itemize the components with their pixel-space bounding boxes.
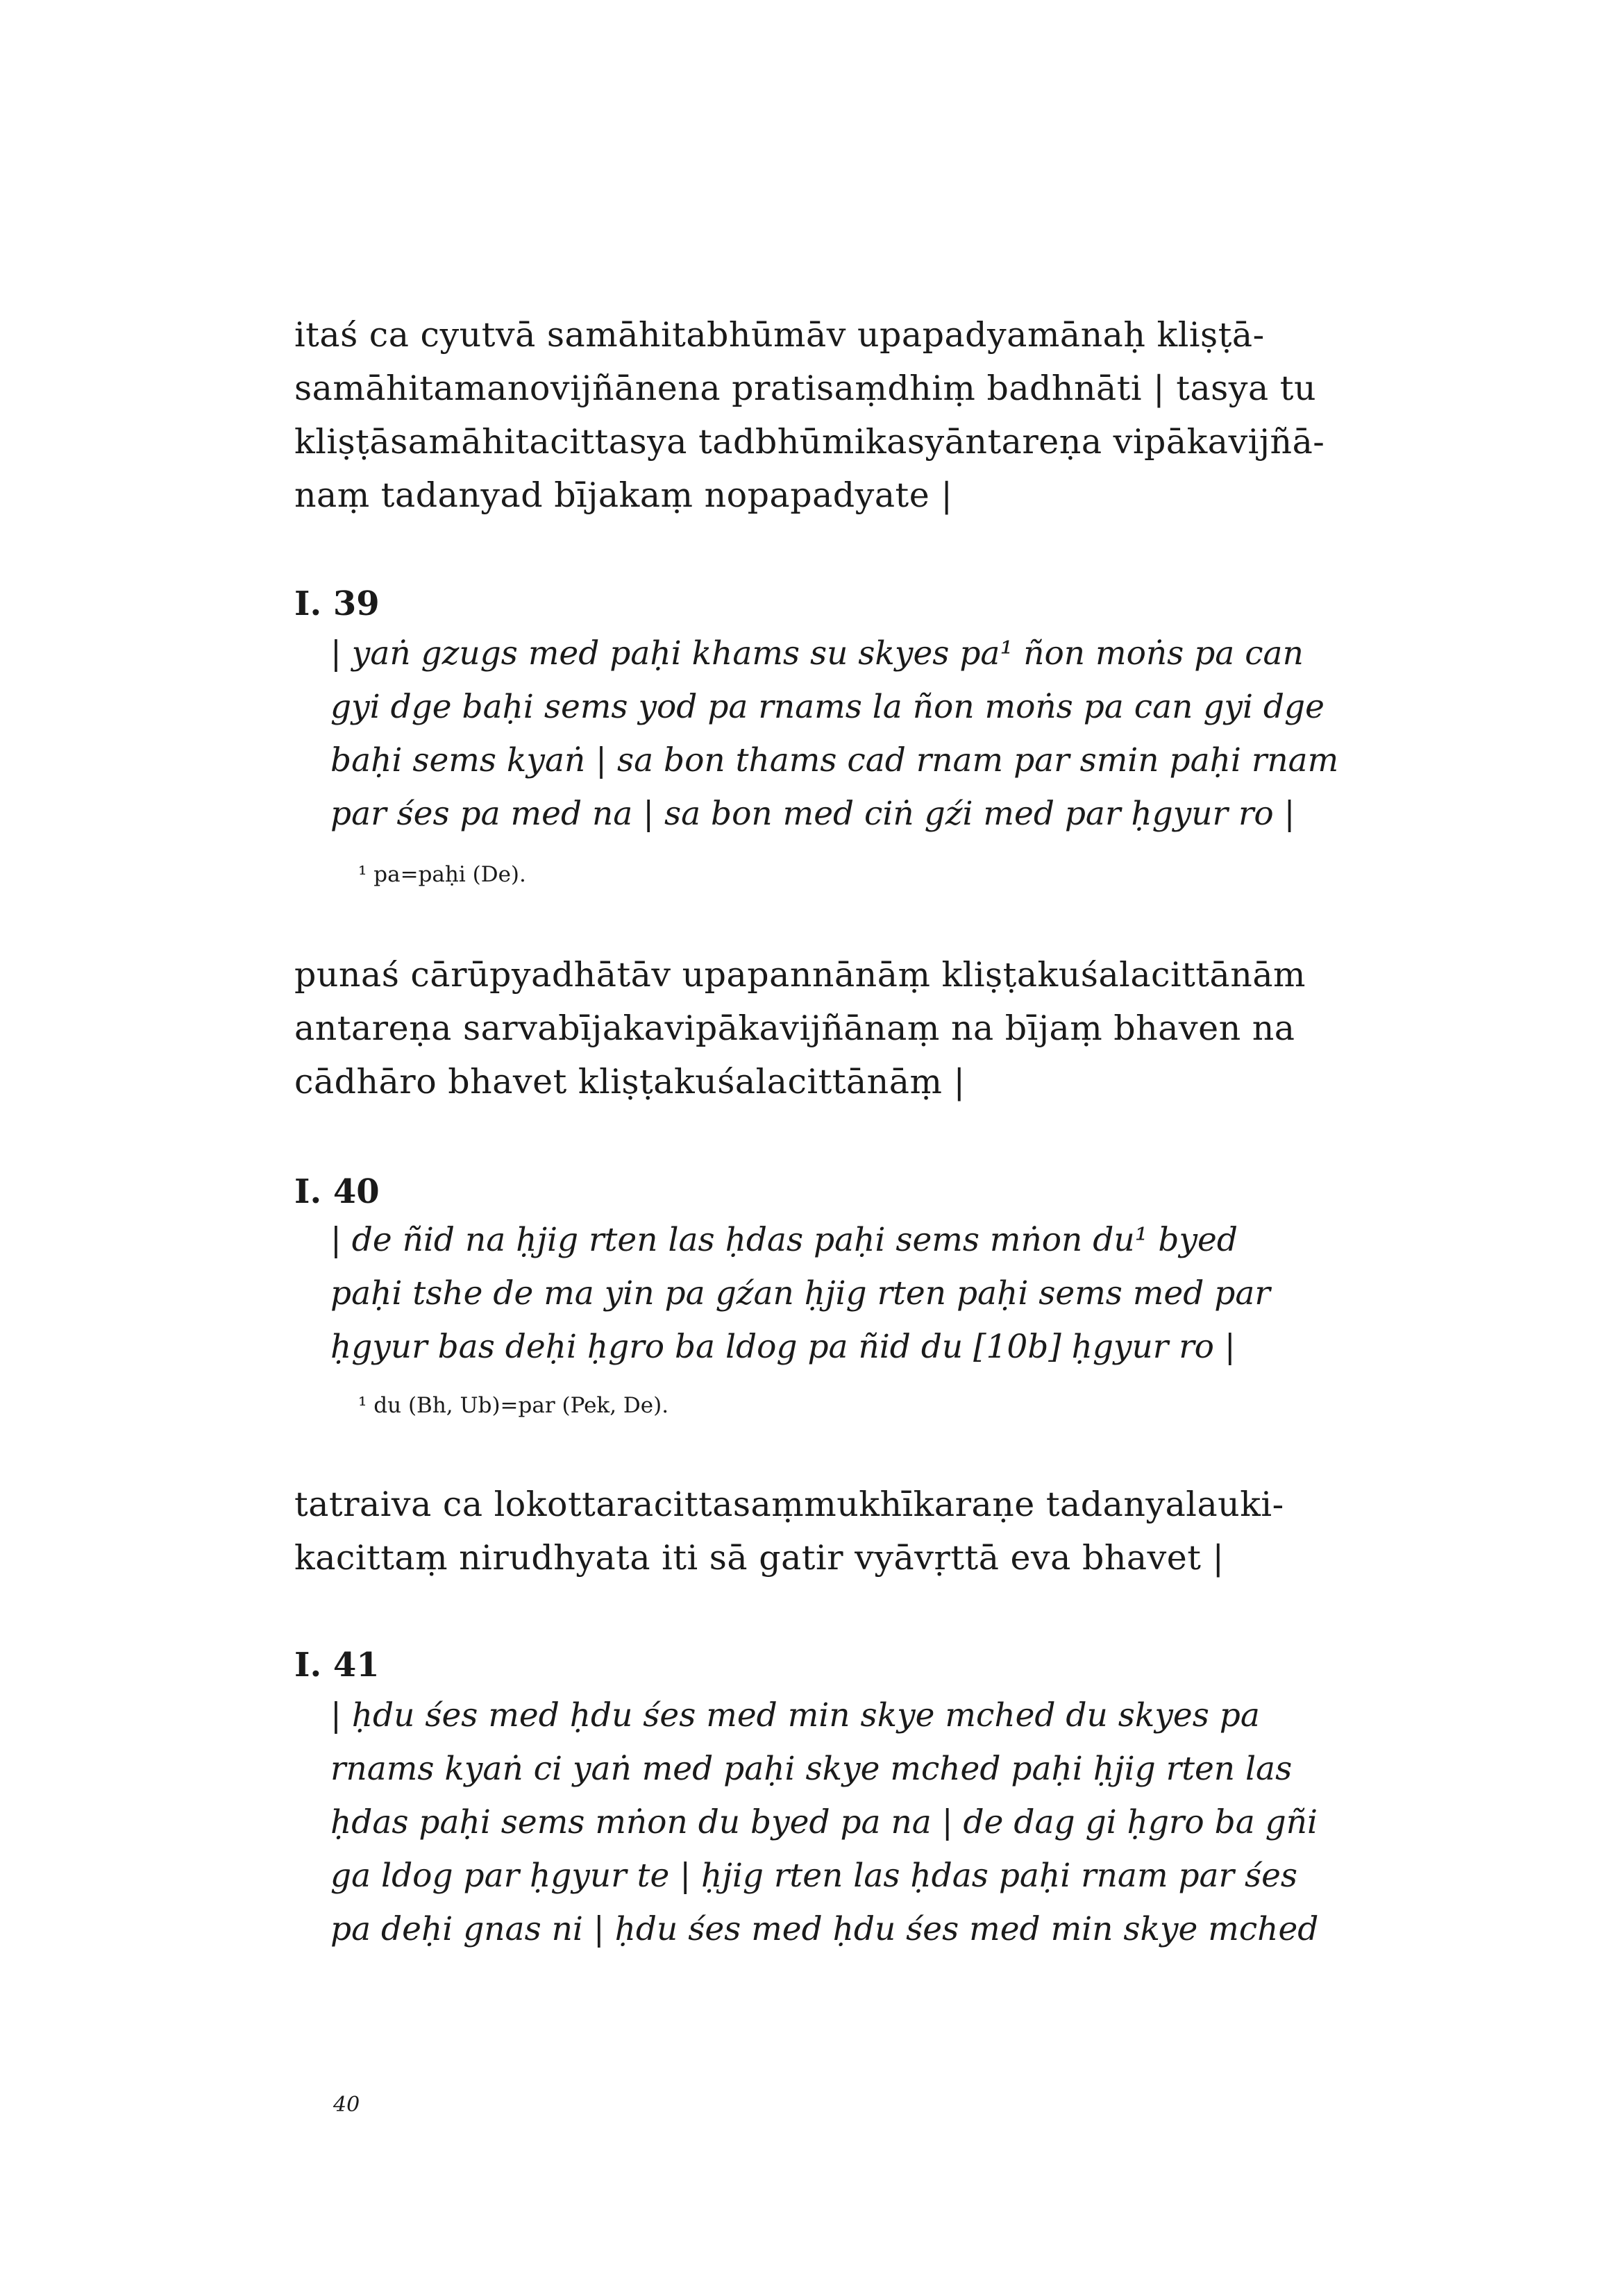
text-line: kliṣṭāsamāhitacittasya tadbhūmikasyāntareṇa vipākavijñā-	[294, 422, 1325, 462]
text-line: punaś cārūpyadhātāv upapannānāṃ kliṣṭakuśalacittānām	[294, 955, 1306, 995]
page-number: 40	[333, 2093, 360, 2117]
text-line: rnams kyaṅ ci yaṅ med paḥi skye mched paḥi ḥjig rten las	[330, 1750, 1293, 1788]
text-line: par śes pa med na | sa bon med ciṅ gźi med par ḥgyur ro |	[330, 795, 1295, 833]
text-line: tatraiva ca lokottaracittasaṃmukhīkaraṇe tadanyalauki-	[294, 1485, 1284, 1524]
text-line: kacittaṃ nirudhyata iti sā gatir vyāvṛttā eva bhavet |	[294, 1538, 1225, 1578]
text-line: pa deḥi gnas ni | ḥdu śes med ḥdu śes med min skye mched	[330, 1910, 1319, 1948]
text-line: ḥdas paḥi sems mṅon du byed pa na | de dag gi ḥgro ba gñi	[330, 1803, 1318, 1841]
section-heading: I. 39	[294, 584, 380, 623]
text-line: itaś ca cyutvā samāhitabhūmāv upapadyamānaḥ kliṣṭā-	[294, 315, 1265, 355]
section-heading: I. 40	[294, 1172, 380, 1211]
text-line: ḥgyur bas deḥi ḥgro ba ldog pa ñid du [10b] ḥgyur ro |	[330, 1328, 1236, 1366]
text-line: | yaṅ gzugs med paḥi khams su skyes pa¹ ñon moṅs pa can	[330, 634, 1304, 673]
footnote: ¹ pa=paḥi (De).	[358, 862, 526, 887]
text-line: baḥi sems kyaṅ | sa bon thams cad rnam par smin paḥi rnam	[330, 741, 1339, 779]
text-line: cādhāro bhavet kliṣṭakuśalacittānāṃ |	[294, 1062, 966, 1101]
section-heading: I. 41	[294, 1646, 380, 1685]
document-page	[294, 0, 1405, 2296]
text-line: gyi dge baḥi sems yod pa rnams la ñon moṅs pa can gyi dge	[330, 688, 1325, 726]
text-line: samāhitamanovijñānena pratisaṃdhiṃ badhnāti | tasya tu	[294, 369, 1317, 408]
text-line: paḥi tshe de ma yin pa gźan ḥjig rten paḥi sems med par	[330, 1274, 1270, 1312]
text-line: antareṇa sarvabījakavipākavijñānaṃ na bījaṃ bhaven na	[294, 1008, 1295, 1048]
text-line: naṃ tadanyad bījakaṃ nopapadyate |	[294, 475, 953, 515]
footnote: ¹ du (Bh, Ub)=par (Pek, De).	[358, 1393, 669, 1418]
text-line: ga ldog par ḥgyur te | ḥjig rten las ḥdas paḥi rnam par śes	[330, 1857, 1298, 1895]
text-line: | de ñid na ḥjig rten las ḥdas paḥi sems mṅon du¹ byed	[330, 1221, 1238, 1259]
text-line: | ḥdu śes med ḥdu śes med min skye mched du skyes pa	[330, 1696, 1260, 1734]
